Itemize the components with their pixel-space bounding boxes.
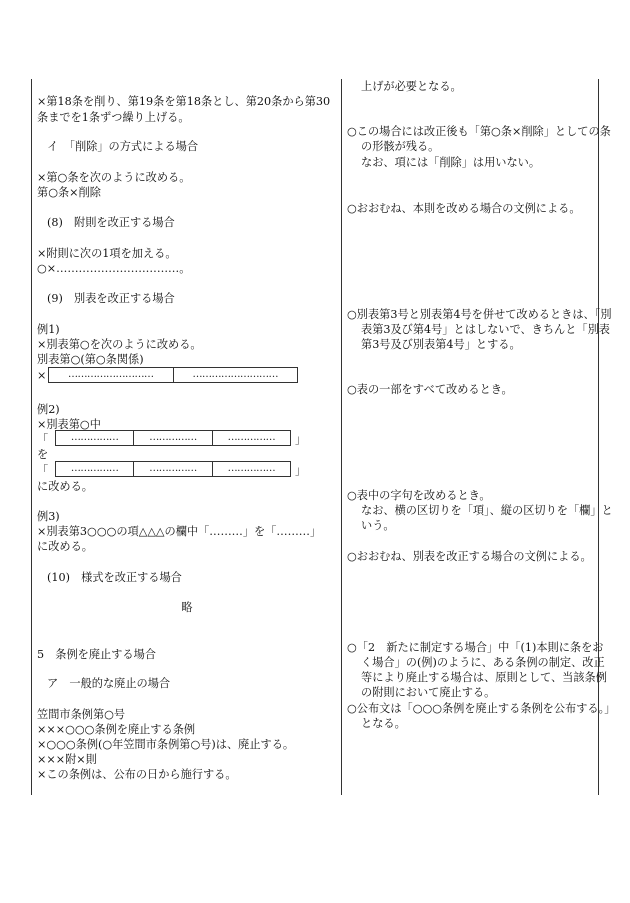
abbreviated-mark: 略 bbox=[181, 601, 193, 614]
table-cell: …………… bbox=[56, 431, 134, 445]
note-item: ○表中の字句を改めるとき。 bbox=[347, 489, 491, 502]
text-line: 笠間市条例第○号 bbox=[37, 708, 126, 721]
column-divider bbox=[341, 79, 342, 795]
note-item: ○この場合には改正後も「第○条×削除」としての条の形骸が残る。 bbox=[347, 125, 611, 153]
heading-a: ア 一般的な廃止の場合 bbox=[47, 677, 171, 690]
close-quote: 」 bbox=[295, 433, 307, 446]
note-item: ○おおむね、本則を改める場合の文例による。 bbox=[347, 202, 581, 215]
text-line: ○×……………………………。 bbox=[37, 262, 191, 275]
text-line: ×附則に次の1項を加える。 bbox=[37, 247, 177, 260]
table-example-1 bbox=[48, 367, 298, 383]
note-item: ○別表第3号と別表第4号を併せて改めるときは、「別表第3及び第4号」とはしないで、きちんと「別表第3号及び別表第4号」とする。 bbox=[347, 308, 612, 351]
text-line: ×別表第○を次のように改める。 bbox=[37, 338, 202, 351]
table-cell: ……………………… bbox=[49, 368, 174, 382]
table-mark: × bbox=[37, 369, 47, 382]
note-line: なお、項には「削除」は用いない。 bbox=[361, 156, 541, 169]
table-cell: ……………………… bbox=[192, 369, 278, 380]
text-line: 第○条×削除 bbox=[37, 186, 101, 199]
text-line: を bbox=[37, 448, 49, 461]
heading-8: (8) 附則を改正する場合 bbox=[47, 216, 175, 229]
text-line: ×第18条を削り、第19条を第18条とし、第20条から第30 bbox=[37, 95, 331, 108]
table-example-2b bbox=[55, 461, 291, 477]
text-line: 条までを1条ずつ繰り上げる。 bbox=[37, 111, 190, 124]
text-line: ×××附×則 bbox=[37, 753, 97, 766]
text-line: ×別表第3○○○の項△△△の欄中「………」を「………」 bbox=[37, 525, 322, 538]
heading-10: (10) 様式を改正する場合 bbox=[47, 571, 182, 584]
table-cell: …………… bbox=[134, 462, 212, 476]
table-cell: …………… bbox=[56, 462, 134, 476]
note-item: ○おおむね、別表を改正する場合の文例による。 bbox=[347, 550, 592, 563]
text-line: に改める。 bbox=[37, 540, 93, 553]
table-cell: …………… bbox=[227, 463, 276, 474]
example-label: 例1) bbox=[37, 323, 60, 336]
text-line: 別表第○(第○条関係) bbox=[37, 353, 144, 366]
text-line: ×別表第○中 bbox=[37, 418, 101, 431]
heading-i: イ 「削除」の方式による場合 bbox=[47, 140, 199, 153]
close-quote: 」 bbox=[295, 464, 307, 477]
open-quote: 「 bbox=[37, 433, 49, 446]
table-cell: …………… bbox=[227, 432, 276, 443]
text-line: に改める。 bbox=[37, 480, 93, 493]
note-line: 上げが必要となる。 bbox=[361, 80, 462, 93]
heading-5: 5 条例を廃止する場合 bbox=[37, 648, 156, 661]
example-label: 例3) bbox=[37, 510, 60, 523]
text-line: ×第○条を次のように改める。 bbox=[37, 171, 191, 184]
note-line: なお、横の区切りを「項」、縦の区切りを「欄」という。 bbox=[361, 504, 613, 532]
example-label: 例2) bbox=[37, 403, 60, 416]
table-example-2a bbox=[55, 430, 291, 446]
note-item: ○「2 新たに制定する場合」中「(1)本則に条をおく場合」の(例)のように、ある条例の制定、改正等により廃止する場合は、原則として、当該条例の附則において廃止する。 bbox=[347, 641, 607, 699]
note-item: ○表の一部をすべて改めるとき。 bbox=[347, 383, 513, 396]
text-line: ×この条例は、公布の日から施行する。 bbox=[37, 768, 237, 781]
heading-9: (9) 別表を改正する場合 bbox=[47, 292, 175, 305]
note-item: ○公布文は「○○○条例を廃止する条例を公布する。」となる。 bbox=[347, 702, 610, 730]
left-border bbox=[31, 79, 32, 795]
text-line: ×○○○条例(○年笠間市条例第○号)は、廃止する。 bbox=[37, 738, 295, 751]
text-line: ×××○○○条例を廃止する条例 bbox=[37, 723, 196, 736]
table-cell: …………… bbox=[134, 431, 212, 445]
open-quote: 「 bbox=[37, 464, 49, 477]
